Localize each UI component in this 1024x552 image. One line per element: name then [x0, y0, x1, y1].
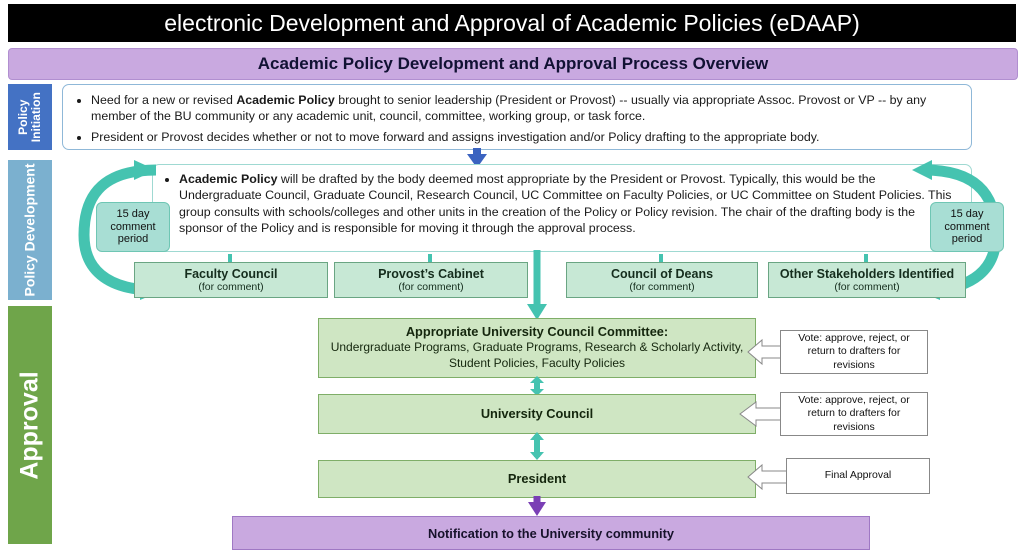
callout-final-approval: Final Approval: [786, 458, 930, 494]
comment-period-left: 15 day comment period: [96, 202, 170, 252]
initiation-bullet-2: • President or Provost decides whether or not to move forward and assigns investigation and/or Policy drafting to the appropriate body.: [91, 129, 961, 145]
stakeholder-council-of-deans: [566, 262, 758, 298]
arrow-development-to-committee: [526, 250, 548, 320]
stage-university-council-committee: [318, 318, 756, 378]
arrow-committee-to-council: [526, 376, 548, 396]
stakeholder-subtitle: (for comment): [398, 281, 464, 294]
stage-title: President: [507, 471, 567, 486]
notification-bar: Notification to the University community: [232, 516, 870, 550]
stage-subtitle: Undergraduate Programs, Graduate Programs, Research & Scholarly Activity, Student Policies, Faculty Policies: [330, 340, 744, 370]
stakeholder-subtitle: (for comment): [834, 281, 900, 294]
phase-label-policy-development: Policy Development: [22, 163, 39, 297]
phase-label-policy-initiation: Policy Initiation: [15, 92, 43, 142]
stakeholder-title: Faculty Council: [184, 266, 278, 281]
stakeholder-title: Provost’s Cabinet: [378, 266, 484, 281]
stakeholder-faculty-council: [134, 262, 328, 298]
development-bullet: • Academic Policy will be drafted by the body deemed most appropriate by the President or Provost. Typically, this would be the Undergraduate Council, Graduate Council, Research Council, UC Committee on Faculty Policies, or UC Committee on Student Policies. This group consults with schools/colleges and other units in the creation of the Policy or Policy revision. The chair of the drafting body is the sponsor of the Policy and is responsible for moving it through the approval process.: [179, 171, 961, 237]
page-subtitle: Academic Policy Development and Approval Process Overview: [8, 48, 1018, 80]
phase-label-approval: Approval: [15, 370, 44, 480]
stage-president: [318, 460, 756, 498]
callout-council-vote: Vote: approve, reject, or return to drafters for revisions: [780, 392, 928, 436]
phase-bar-policy-initiation: [8, 84, 52, 150]
stage-title: Appropriate University Council Committee:: [405, 324, 669, 340]
phase-bar-approval: [8, 306, 52, 544]
arrow-council-to-president: [526, 432, 548, 460]
callout-committee-vote: Vote: approve, reject, or return to drafters for revisions: [780, 330, 928, 374]
comment-period-right: 15 day comment period: [930, 202, 1004, 252]
stakeholder-subtitle: (for comment): [198, 281, 264, 294]
policy-initiation-box: [62, 84, 972, 150]
callout-pointer-1: [748, 336, 784, 368]
arrow-president-to-notification: [526, 496, 548, 516]
stakeholder-subtitle: (for comment): [629, 281, 695, 294]
stakeholder-title: Council of Deans: [610, 266, 714, 281]
stakeholder-provosts-cabinet: [334, 262, 528, 298]
callout-pointer-3: [748, 462, 788, 492]
callout-pointer-2: [740, 398, 784, 430]
stage-university-council: [318, 394, 756, 434]
phase-bar-policy-development: [8, 160, 52, 300]
initiation-bullet-1: • Need for a new or revised Academic Policy brought to senior leadership (President or Provost) -- usually via appropriate Assoc. Provost or VP -- by any member of the BU community or any academic unit, council, committee, working group, or task force.: [91, 92, 961, 125]
stakeholder-title: Other Stakeholders Identified: [779, 266, 955, 281]
stage-title: University Council: [480, 406, 594, 421]
policy-development-box: [152, 164, 972, 252]
page-title: electronic Development and Approval of Academic Policies (eDAAP): [8, 4, 1016, 42]
stakeholder-other-stakeholders: [768, 262, 966, 298]
